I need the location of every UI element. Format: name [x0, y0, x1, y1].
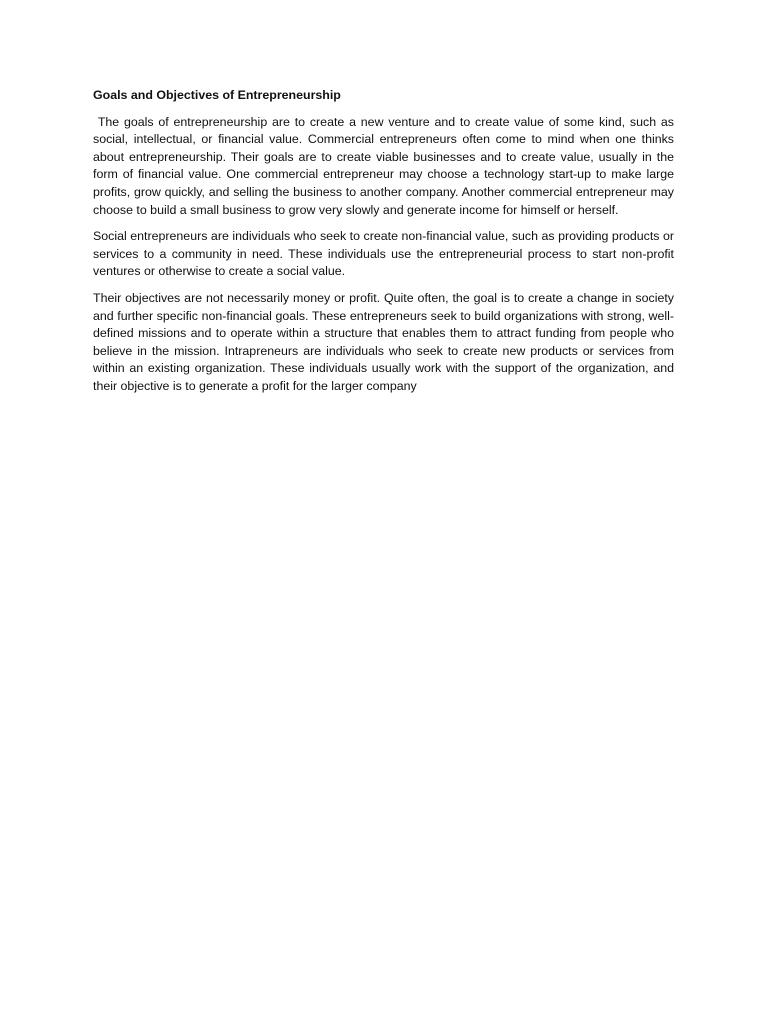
document-body [93, 87, 678, 405]
paragraph-objectives-intrapreneurs: Their objectives are not necessarily money or profit. Quite often, the goal is to create a change in society and further specific non-financial goals. These entrepreneurs seek to build organizations with strong, well-defined missions and to operate within a structure that enables them to attract funding from people who believe in the mission. Intrapreneurs are individuals who seek to create new products or services from within an existing organization. These individuals usually work with the support of the organization, and their objective is to generate a profit for the larger company [93, 290, 674, 393]
paragraph-social-entrepreneurs: Social entrepreneurs are individuals who seek to create non-financial value, such as providing products or services to a community in need. These individuals use the entrepreneurial process to start non-profit ventures or otherwise to create a social value. [93, 229, 674, 279]
paragraph-goals: The goals of entrepreneurship are to create a new venture and to create value of some kind, such as social, intellectual, or financial value. Commercial entrepreneurs often come to mind when one thinks about entrepreneurship. Their goals are to create viable businesses and to create value, usually in the form of financial value. One commercial entrepreneur may choose a technology start-up to make large profits, grow quickly, and selling the business to another company. Another commercial entrepreneur may choose to build a small business to grow very slowly and generate income for himself or herself. [93, 114, 678, 217]
document-heading: Goals and Objectives of Entrepreneurship [93, 88, 341, 102]
